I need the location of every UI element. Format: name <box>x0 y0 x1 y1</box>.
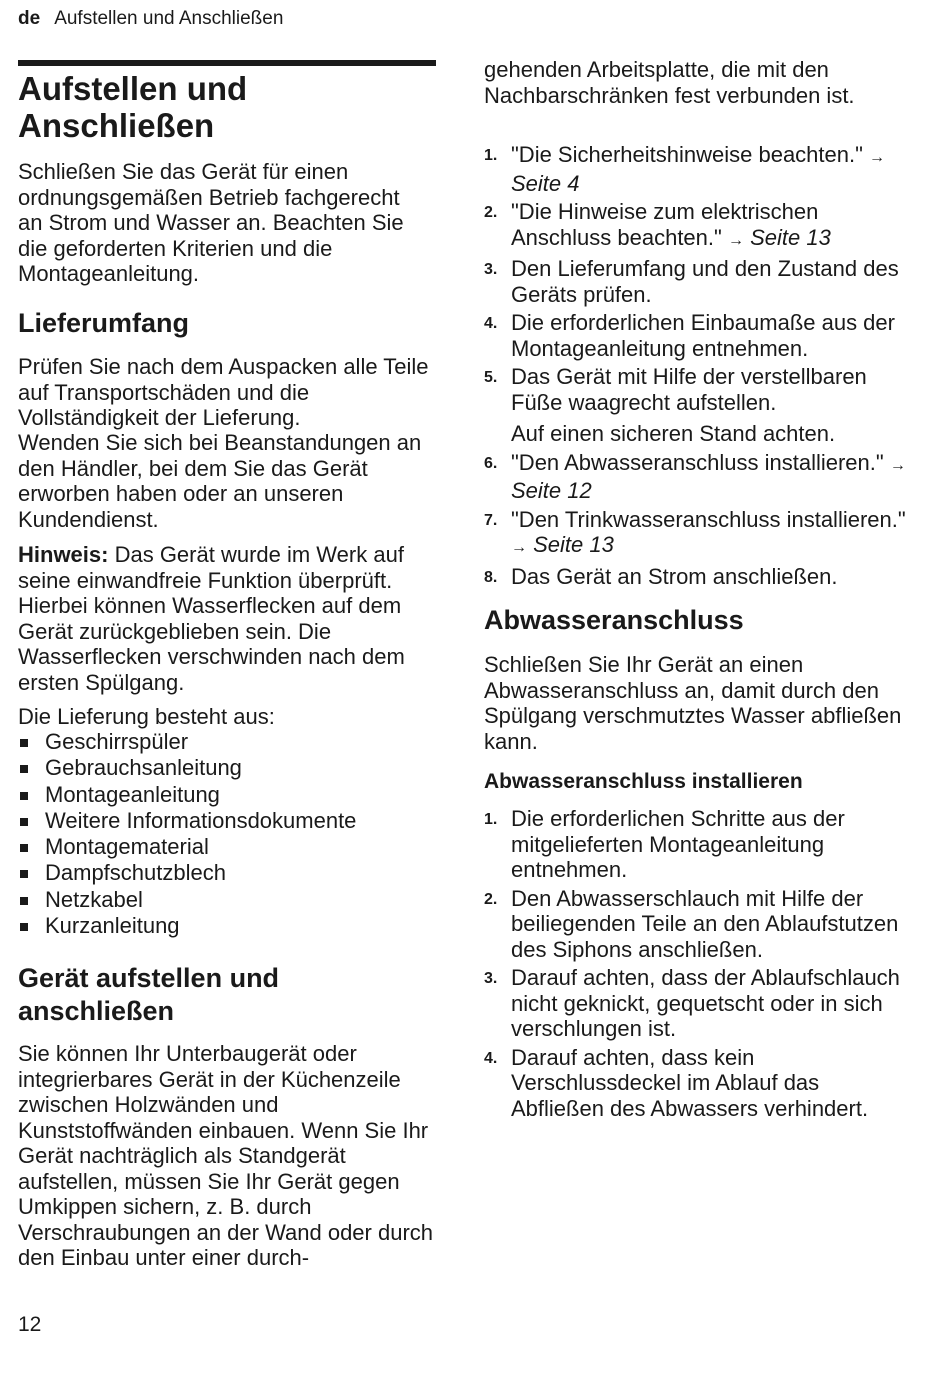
step-item <box>484 199 909 253</box>
step-text: Den Lieferumfang und den Zustand des Geräts prüfen. <box>511 256 899 307</box>
step-number: 7. <box>484 511 498 529</box>
lieferung-list <box>18 729 438 939</box>
step-item <box>484 256 909 307</box>
page-number: 12 <box>18 1313 42 1336</box>
install-steps-list <box>484 806 909 1124</box>
step-number: 1. <box>484 811 498 828</box>
step-number: 4. <box>484 315 498 332</box>
heading-lieferumfang: Lieferumfang <box>18 308 190 338</box>
setup-steps-list <box>484 142 909 592</box>
page-reference-link[interactable]: Seite 12 <box>511 478 592 503</box>
step-text: Darauf achten, dass kein Verschlussdeckel im Ablauf das Abfließen des Abwassers verhindert. <box>511 1044 869 1121</box>
step-text: "Die Hinweise zum elektrischen Anschluss beachten." <box>511 199 819 250</box>
step-item <box>484 507 909 561</box>
page-reference-link[interactable]: Seite 13 <box>750 224 831 250</box>
step-item <box>484 564 909 590</box>
list-item: Montagematerial <box>18 834 438 860</box>
step-item <box>484 1045 909 1122</box>
heading-geraet-aufstellen: Gerät aufstellen und anschließen <box>18 963 280 1026</box>
arrow-icon: → <box>727 231 744 249</box>
hinweis-note <box>18 542 438 695</box>
lieferumfang-paragraph-1: Prüfen Sie nach dem Auspacken alle Teile auf Transportschäden und die Vollständigkeit der Lieferung. <box>18 354 429 430</box>
step-text: Darauf achten, dass der Ablaufschlauch nicht geknickt, gequetscht oder in sich verschlungen ist. <box>511 965 900 1041</box>
step-number: 6. <box>484 454 498 472</box>
heading-install: Abwasseranschluss installieren <box>484 770 803 793</box>
page-reference-link[interactable]: Seite 13 <box>533 532 614 557</box>
running-header <box>18 8 283 30</box>
list-item: Weitere Informationsdokumente <box>18 808 438 834</box>
aufstellen-paragraph: Sie können Ihr Unterbaugerät oder integrierbares Gerät in der Küchenzeile zwischen Holzwänden und Kunststoffwänden einbauen. Wenn Sie Ihr Gerät nachträglich als Standgerät aufstellen, müssen Sie Ihr Gerät gegen Umkippen sichern, z. B. durch Verschraubungen an der Wand oder durch den Einbau unter einer durch- <box>18 1041 434 1270</box>
lieferumfang-paragraph-2: Wenden Sie sich bei Beanstandungen an den Händler, bei dem Sie das Gerät erworben haben oder an unseren Kundendienst. <box>18 430 422 532</box>
heading-abwasseranschluss: Abwasseranschluss <box>484 605 744 635</box>
abwasser-paragraph: Schließen Sie Ihr Gerät an einen Abwasseranschluss an, damit durch den Spülgang verschmutztes Wasser abfließen kann. <box>484 652 902 754</box>
arrow-icon: → <box>511 539 527 556</box>
step-number: 1. <box>484 147 498 164</box>
heading-rule <box>18 60 436 66</box>
step-item <box>484 965 909 1042</box>
step-text: Die erforderlichen Schritte aus der mitgelieferten Montageanleitung entnehmen. <box>511 806 845 882</box>
page-title: Aufstellen und Anschließen <box>18 70 248 144</box>
step-text: Die erforderlichen Einbaumaße aus der Montageanleitung entnehmen. <box>511 310 895 361</box>
header-title: Aufstellen und Anschließen <box>54 8 284 29</box>
step-item <box>484 886 909 963</box>
step-text: Das Gerät an Strom anschließen. <box>511 563 838 589</box>
lieferung-intro: Die Lieferung besteht aus: <box>18 704 275 729</box>
language-code: de <box>18 8 41 29</box>
continuation-paragraph: gehenden Arbeitsplatte, die mit den Nachbarschränken fest verbunden ist. <box>484 57 855 108</box>
step-number: 2. <box>484 890 498 908</box>
list-item: Dampfschutzblech <box>18 860 438 886</box>
step-number: 5. <box>484 369 498 386</box>
step-number: 2. <box>484 204 498 221</box>
step-number: 3. <box>484 261 498 278</box>
step-text: "Die Sicherheitshinweise beachten." <box>511 142 870 167</box>
step-item <box>484 806 909 883</box>
step-item <box>484 364 909 447</box>
step-text: Das Gerät mit Hilfe der verstellbaren Füße waagrecht aufstellen. <box>511 364 867 415</box>
arrow-icon: → <box>889 456 906 474</box>
step-item <box>484 310 909 361</box>
step-text: Den Abwasserschlauch mit Hilfe der beiliegenden Teile an den Ablaufstutzen des Siphons anschließen. <box>511 885 899 962</box>
list-item: Kurzanleitung <box>18 913 438 939</box>
list-item: Geschirrspüler <box>18 729 438 755</box>
list-item: Montageanleitung <box>18 782 438 808</box>
step-number: 4. <box>484 1049 498 1067</box>
page-reference-link[interactable]: Seite 4 <box>511 170 580 196</box>
hinweis-text: Das Gerät wurde im Werk auf seine einwandfreie Funktion überprüft. Hierbei können Wasserflecken auf dem Gerät zurückgeblieben sein. Die Wasserflecken verschwinden nach dem ersten Spülgang. <box>18 542 405 695</box>
intro-paragraph: Schließen Sie das Gerät für einen ordnungsgemäßen Betrieb fachgerecht an Strom und Wasser an. Beachten Sie die geforderten Kriterien und die Montageanleitung. <box>18 159 404 286</box>
step-text: "Den Abwasseranschluss installieren." <box>511 449 890 475</box>
step-subnote: Auf einen sicheren Stand achten. <box>511 421 836 446</box>
hinweis-label: Hinweis: <box>18 542 109 567</box>
step-number: 8. <box>484 568 498 586</box>
step-item <box>484 450 909 504</box>
step-text: "Den Trinkwasseranschluss installieren." <box>511 506 906 532</box>
step-number: 3. <box>484 970 498 987</box>
list-item: Gebrauchsanleitung <box>18 755 438 781</box>
list-item: Netzkabel <box>18 887 438 913</box>
step-item <box>484 142 909 196</box>
arrow-icon: → <box>869 149 886 166</box>
